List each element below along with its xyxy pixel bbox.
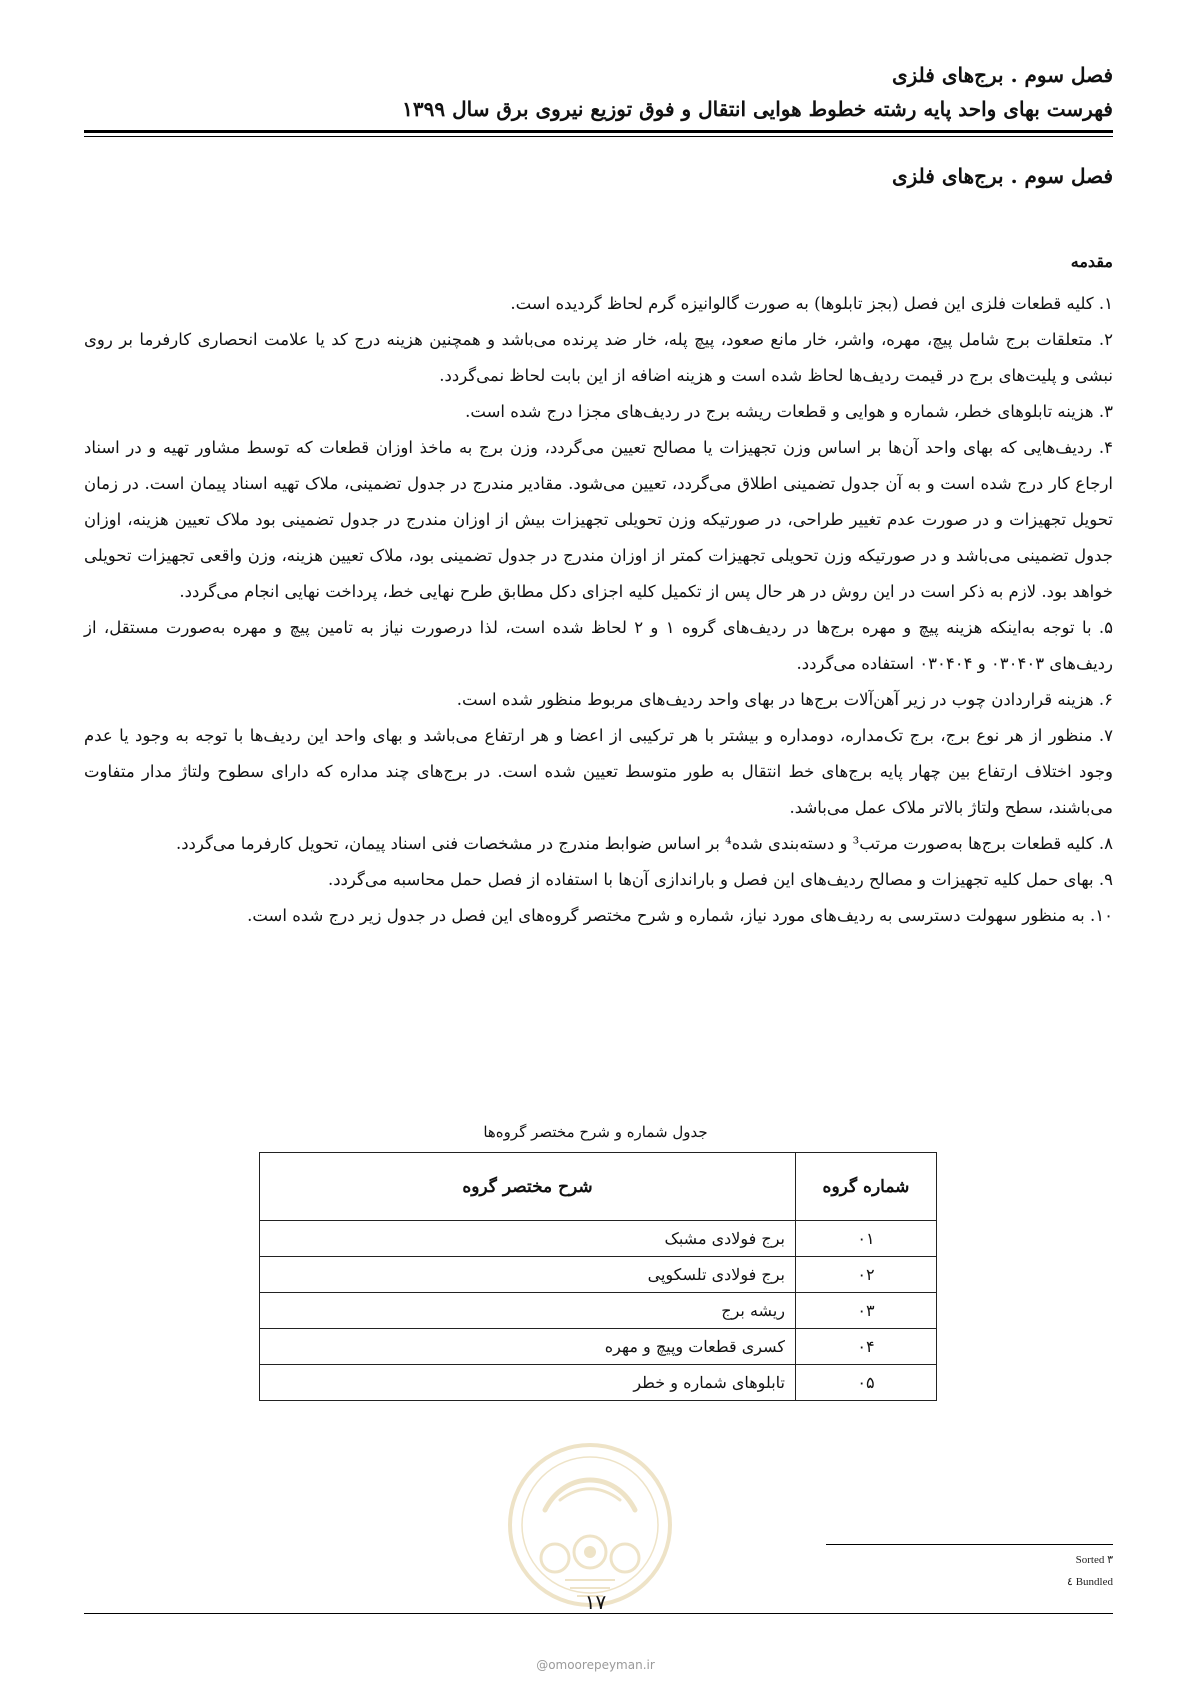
group-number-cell: ۰۲ <box>796 1257 937 1293</box>
table-row <box>260 1365 937 1401</box>
chapter-title: فصل سوم . برج‌های فلزی <box>891 164 1113 188</box>
paragraph-10: ۱۰. به منظور سهولت دسترسی به ردیف‌های مورد نیاز، شماره و شرح مختصر گروه‌های این فصل در جدول زیر درج شده است. <box>247 906 1113 925</box>
table-row <box>260 1293 937 1329</box>
site-url <box>0 1658 1191 1672</box>
group-description-cell: برج فولادی مشبک <box>260 1221 796 1257</box>
intro-heading: مقدمه <box>1070 252 1113 271</box>
site-url-text: @omoorepeyman.ir <box>536 1658 655 1672</box>
group-number-cell: ۰۵ <box>796 1365 937 1401</box>
group-description-cell: برج فولادی تلسکوپی <box>260 1257 796 1293</box>
header-rule-thick <box>84 130 1113 133</box>
group-number-cell: ۰۱ <box>796 1221 937 1257</box>
footnote-4: Bundled ٤ <box>1067 1576 1113 1588</box>
watermark-logo <box>505 1440 675 1610</box>
paragraph-2: ۲. متعلقات برج شامل پیچ، مهره، واشر، خار مانع صعود، پیچ پله، خار ضد پرنده می‌باشد و همچنین هزینه درج کد یا علامت انحصاری کارفرما بر روی نبشی و پلیت‌های برج در قیمت ردیف‌ها لحاظ شده است و هزینه اضافه از این بابت لحاظ نمی‌گردد. <box>84 330 1113 385</box>
table-header-row <box>260 1153 937 1221</box>
group-description-cell: تابلوهای شماره و خطر <box>260 1365 796 1401</box>
paragraph-9: ۹. بهای حمل کلیه تجهیزات و مصالح ردیف‌های این فصل و باراندازی آن‌ها با استفاده از فصل حمل محاسبه می‌گردد. <box>327 870 1113 889</box>
table-row <box>260 1257 937 1293</box>
intro-body <box>84 286 1113 934</box>
header-rule-thin <box>84 136 1113 137</box>
header-document-title: فهرست بهای واحد پایه رشته خطوط هوایی انتقال و فوق توزیع نیروی برق سال ۱۳۹۹ <box>402 97 1113 121</box>
paragraph-4: ۴. ردیف‌هایی که بهای واحد آن‌ها بر اساس وزن تجهیزات یا مصالح تعیین می‌گردد، وزن برج به ماخذ اوزان قطعات که توسط مشاور تهیه و در اسناد ارجاع کار درج شده است و به آن جدول تضمینی اطلاق می‌گردد، تعیین می‌شود. مقادیر مندرج در جدول تضمینی، ملاک تهیه اسناد پیمان است. در زمان تحویل تجهیزات و در صورت عدم تغییر طراحی، در صورتیکه وزن تحویلی تجهیزات بیش از اوزان مندرج در جدول تضمینی بود ملاک تعیین هزینه، اوزان جدول تضمینی می‌باشد و در صورتیکه وزن تحویلی تجهیزات کمتر از اوزان مندرج در جدول تضمینی بود، ملاک تعیین هزینه، وزن واقعی تجهیزات تحویلی خواهد بود. لازم به ذکر است در این روش در هر حال پس از تکمیل کلیه اجزای دکل مطابق طرح نهایی خط، پرداخت نهایی انجام می‌گردد. <box>84 438 1113 601</box>
paragraph-5: ۵. با توجه به‌اینکه هزینه پیچ و مهره برج‌ها در ردیف‌های گروه ۱ و ۲ لحاظ شده است، لذا درصورت نیاز به تامین پیچ و مهره به‌صورت مستقل، از ردیف‌های ۰۳۰۴۰۳ و ۰۳۰۴۰۴ استفاده می‌گردد. <box>84 618 1114 673</box>
paragraph-3: ۳. هزینه تابلوهای خطر، شماره و هوایی و قطعات ریشه برج در ردیف‌های مجزا درج شده است. <box>465 402 1113 421</box>
header-chapter-title: فصل سوم . برج‌های فلزی <box>891 63 1113 87</box>
groups-table <box>259 1152 937 1401</box>
paragraph-1: ۱. کلیه قطعات فلزی این فصل (بجز تابلوها) به صورت گالوانیزه گرم لحاظ گردیده است. <box>510 294 1113 313</box>
page-header <box>84 58 1113 126</box>
footer-rule <box>84 1613 1113 1614</box>
paragraph-8: ۸. کلیه قطعات برج‌ها به‌صورت مرتب³ و دسته‌بندی شده⁴ بر اساس ضوابط مندرج در مشخصات فنی اسناد پیمان، تحویل کارفرما می‌گردد. <box>175 834 1113 853</box>
column-header-group-description: شرح مختصر گروه <box>260 1153 796 1221</box>
group-number-cell: ۰۳ <box>796 1293 937 1329</box>
table-row <box>260 1221 937 1257</box>
page-number: ۱۷ <box>584 1590 607 1614</box>
group-number-cell: ۰۴ <box>796 1329 937 1365</box>
footnote-rule <box>826 1544 1113 1545</box>
table-row <box>260 1329 937 1365</box>
column-header-group-number: شماره گروه <box>796 1153 937 1221</box>
group-description-cell: ریشه برج <box>260 1293 796 1329</box>
group-description-cell: کسری قطعات وپیچ و مهره <box>260 1329 796 1365</box>
paragraph-7: ۷. منظور از هر نوع برج، برج تک‌مداره، دومداره و بیشتر با هر ترکیبی از اعضا و هر ارتفاع می‌باشد و بهای واحد این ردیف‌ها با توجه به وجود یا عدم وجود اختلاف ارتفاع بین چهار پایه برج‌های خط انتقال به طور متوسط تعیین شده است. در برج‌های چند مداره که دارای سطوح ولتاژ مدار متفاوت می‌باشند، سطح ولتاژ بالاتر ملاک عمل می‌باشد. <box>84 726 1113 817</box>
table-caption: جدول شماره و شرح مختصر گروه‌ها <box>483 1123 708 1141</box>
paragraph-6: ۶. هزینه قراردادن چوب در زیر آهن‌آلات برج‌ها در بهای واحد ردیف‌های مربوط منظور شده است. <box>456 690 1113 709</box>
footnote-3: Sorted ۳ <box>1075 1554 1113 1566</box>
